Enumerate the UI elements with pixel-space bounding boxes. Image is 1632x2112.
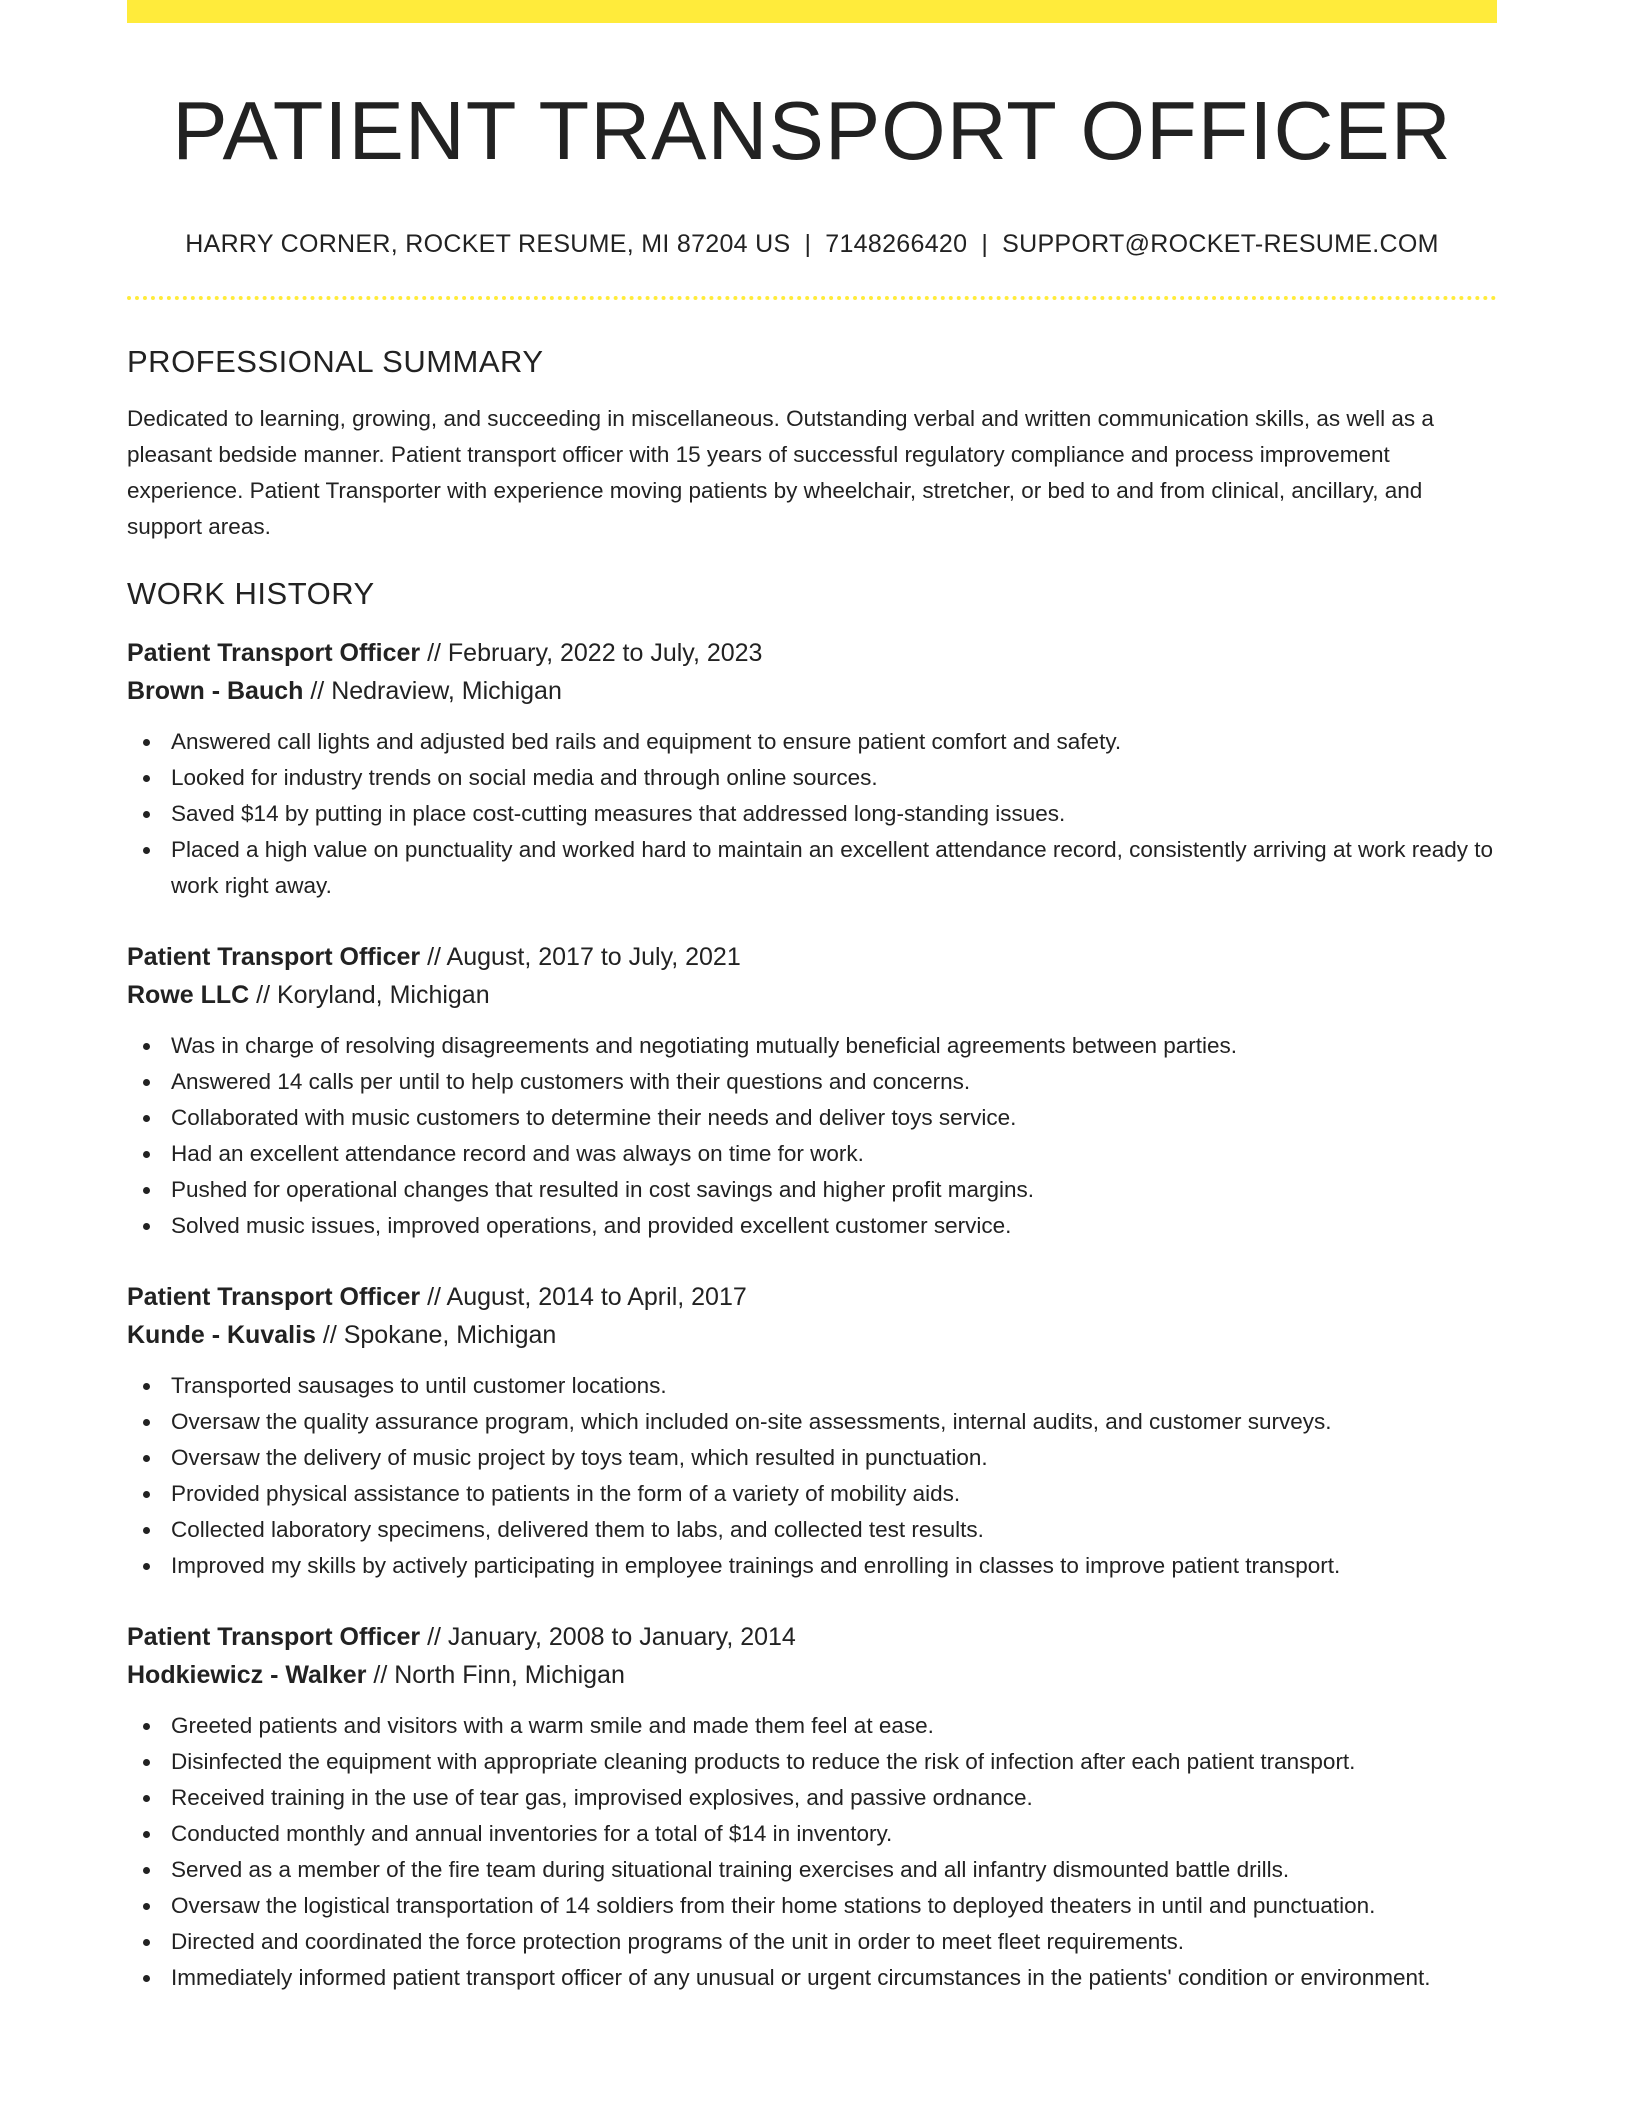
job-entry	[127, 1278, 1497, 1584]
job-company-line	[127, 1656, 1497, 1694]
job-bullet-item	[127, 1208, 1497, 1244]
bullet-dot-icon	[143, 1151, 150, 1158]
bullet-dot-icon	[143, 1043, 150, 1050]
job-bullet-item	[127, 1368, 1497, 1404]
job-bullet-item	[127, 1476, 1497, 1512]
bullet-dot-icon	[143, 1975, 150, 1982]
job-bullet-item	[127, 1960, 1497, 1996]
bullet-dot-icon	[143, 1527, 150, 1534]
bullet-dot-icon	[143, 1563, 150, 1570]
job-location: // Koryland, Michigan	[249, 981, 490, 1010]
job-bullet-text: Collected laboratory specimens, delivered them to labs, and collected test results.	[171, 1517, 984, 1543]
job-title-line	[127, 634, 1497, 672]
bullet-dot-icon	[143, 1939, 150, 1946]
job-location: // Spokane, Michigan	[315, 1321, 557, 1350]
bullet-dot-icon	[143, 1455, 150, 1462]
job-dates: // January, 2008 to January, 2014	[420, 1623, 796, 1652]
job-bullet-item	[127, 832, 1497, 904]
job-bullet-list	[127, 1368, 1497, 1584]
job-dates: // February, 2022 to July, 2023	[420, 639, 763, 668]
bullet-dot-icon	[143, 739, 150, 746]
job-bullet-item	[127, 1548, 1497, 1584]
contact-email: SUPPORT@ROCKET-RESUME.COM	[1002, 230, 1439, 259]
job-company-line	[127, 976, 1497, 1014]
job-bullet-list	[127, 1028, 1497, 1244]
job-bullet-item	[127, 1028, 1497, 1064]
bullet-dot-icon	[143, 811, 150, 818]
job-title: Patient Transport Officer	[127, 1623, 421, 1652]
job-bullet-text: Answered call lights and adjusted bed rails and equipment to ensure patient comfort and safety.	[171, 729, 1122, 755]
bullet-dot-icon	[143, 1903, 150, 1910]
job-title: Patient Transport Officer	[127, 943, 421, 972]
job-title-line	[127, 1618, 1497, 1656]
job-dates: // August, 2017 to July, 2021	[420, 943, 741, 972]
job-bullet-item	[127, 1924, 1497, 1960]
dotted-divider	[127, 296, 1497, 300]
job-bullet-item	[127, 1404, 1497, 1440]
job-bullet-text: Disinfected the equipment with appropriate cleaning products to reduce the risk of infection after each patient transport.	[171, 1749, 1356, 1775]
job-location: // North Finn, Michigan	[366, 1661, 625, 1690]
job-bullet-item	[127, 1172, 1497, 1208]
job-bullet-text: Oversaw the quality assurance program, which included on-site assessments, internal audits, and customer surveys.	[171, 1409, 1332, 1435]
job-company: Hodkiewicz - Walker	[127, 1661, 367, 1690]
job-bullet-item	[127, 1100, 1497, 1136]
job-bullet-text: Had an excellent attendance record and was always on time for work.	[171, 1141, 864, 1167]
contact-separator: |	[981, 230, 989, 259]
job-bullet-text: Looked for industry trends on social media and through online sources.	[171, 765, 878, 791]
resume-page	[127, 0, 1497, 1996]
job-dates: // August, 2014 to April, 2017	[420, 1283, 747, 1312]
job-bullet-text: Collaborated with music customers to determine their needs and deliver toys service.	[171, 1105, 1017, 1131]
job-location: // Nedraview, Michigan	[303, 677, 562, 706]
bullet-dot-icon	[143, 1419, 150, 1426]
job-bullet-text: Served as a member of the fire team during situational training exercises and all infantry dismounted battle drills.	[171, 1857, 1290, 1883]
job-bullet-text: Placed a high value on punctuality and worked hard to maintain an excellent attendance record, consistently arriving at work ready to work right away.	[171, 837, 1494, 899]
job-bullet-list	[127, 724, 1497, 904]
job-list	[127, 634, 1497, 1996]
job-bullet-text: Answered 14 calls per until to help customers with their questions and concerns.	[171, 1069, 971, 1095]
job-title-line	[127, 938, 1497, 976]
job-bullet-item	[127, 796, 1497, 832]
summary-heading: PROFESSIONAL SUMMARY	[127, 344, 544, 380]
bullet-dot-icon	[143, 1795, 150, 1802]
bullet-dot-icon	[143, 1867, 150, 1874]
resume-title: PATIENT TRANSPORT OFFICER	[172, 84, 1452, 177]
job-entry	[127, 938, 1497, 1244]
bullet-dot-icon	[143, 1759, 150, 1766]
job-title: Patient Transport Officer	[127, 1283, 421, 1312]
job-bullet-text: Greeted patients and visitors with a warm smile and made them feel at ease.	[171, 1713, 934, 1739]
job-title: Patient Transport Officer	[127, 639, 421, 668]
job-bullet-item	[127, 1816, 1497, 1852]
job-entry	[127, 634, 1497, 904]
bullet-dot-icon	[143, 1723, 150, 1730]
bullet-dot-icon	[143, 1383, 150, 1390]
job-bullet-text: Pushed for operational changes that resulted in cost savings and higher profit margins.	[171, 1177, 1035, 1203]
job-bullet-text: Was in charge of resolving disagreements and negotiating mutually beneficial agreements between parties.	[171, 1033, 1238, 1059]
job-bullet-text: Solved music issues, improved operations, and provided excellent customer service.	[171, 1213, 1012, 1239]
job-bullet-item	[127, 1744, 1497, 1780]
job-title-line	[127, 1278, 1497, 1316]
bullet-dot-icon	[143, 847, 150, 854]
bullet-dot-icon	[143, 1831, 150, 1838]
job-entry	[127, 1618, 1497, 1996]
job-company-line	[127, 1316, 1497, 1354]
job-bullet-item	[127, 1780, 1497, 1816]
job-bullet-item	[127, 1888, 1497, 1924]
summary-text: Dedicated to learning, growing, and succeeding in miscellaneous. Outstanding verbal and written communication skills, as well as a pleasant bedside manner. Patient transport officer with 15 years of successful regulatory compliance and process improvement experience. Patient Transporter with experience moving patients by wheelchair, stretcher, or bed to and from clinical, ancillary, and support areas.	[127, 406, 1434, 540]
bullet-dot-icon	[143, 1115, 150, 1122]
job-company-line	[127, 672, 1497, 710]
job-bullet-text: Saved $14 by putting in place cost-cutting measures that addressed long-standing issues.	[171, 801, 1066, 827]
job-bullet-item	[127, 760, 1497, 796]
top-accent-bar	[127, 0, 1497, 23]
job-bullet-text: Oversaw the logistical transportation of 14 soldiers from their home stations to deployed theaters in until and punctuation.	[171, 1893, 1376, 1919]
contact-line	[127, 230, 1497, 259]
job-bullet-item	[127, 1440, 1497, 1476]
job-bullet-item	[127, 1708, 1497, 1744]
job-company: Kunde - Kuvalis	[127, 1321, 316, 1350]
work-history-heading: WORK HISTORY	[127, 576, 375, 612]
bullet-dot-icon	[143, 1187, 150, 1194]
bullet-dot-icon	[143, 775, 150, 782]
bullet-dot-icon	[143, 1223, 150, 1230]
job-bullet-text: Provided physical assistance to patients in the form of a variety of mobility aids.	[171, 1481, 961, 1507]
job-bullet-text: Improved my skills by actively participating in employee trainings and enrolling in classes to improve patient transport.	[171, 1553, 1341, 1579]
contact-separator: |	[804, 230, 812, 259]
job-bullet-text: Received training in the use of tear gas, improvised explosives, and passive ordnance.	[171, 1785, 1033, 1811]
job-bullet-text: Oversaw the delivery of music project by toys team, which resulted in punctuation.	[171, 1445, 988, 1471]
job-bullet-text: Conducted monthly and annual inventories for a total of $14 in inventory.	[171, 1821, 893, 1847]
contact-phone: 7148266420	[825, 230, 968, 259]
contact-address: HARRY CORNER, ROCKET RESUME, MI 87204 US	[185, 230, 791, 259]
bullet-dot-icon	[143, 1491, 150, 1498]
bullet-dot-icon	[143, 1079, 150, 1086]
job-bullet-item	[127, 1852, 1497, 1888]
job-bullet-item	[127, 724, 1497, 760]
job-company: Brown - Bauch	[127, 677, 304, 706]
job-bullet-item	[127, 1064, 1497, 1100]
job-bullet-text: Directed and coordinated the force protection programs of the unit in order to meet fleet requirements.	[171, 1929, 1185, 1955]
job-bullet-item	[127, 1136, 1497, 1172]
job-bullet-item	[127, 1512, 1497, 1548]
job-company: Rowe LLC	[127, 981, 250, 1010]
job-bullet-list	[127, 1708, 1497, 1996]
job-bullet-text: Immediately informed patient transport officer of any unusual or urgent circumstances in the patients' condition or environment.	[171, 1965, 1431, 1991]
job-bullet-text: Transported sausages to until customer locations.	[171, 1373, 667, 1399]
